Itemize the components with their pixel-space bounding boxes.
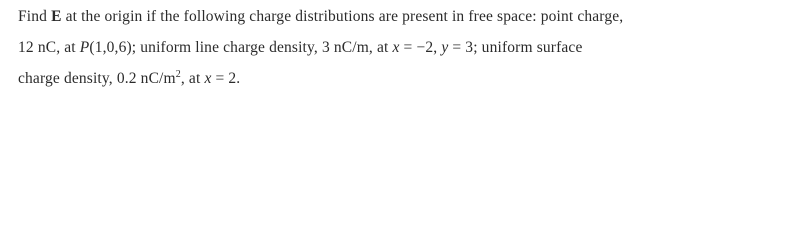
problem-line-2 (18, 34, 796, 65)
point-variable: P (79, 39, 90, 56)
y-variable: y (441, 39, 449, 56)
x-variable-2: x (204, 70, 212, 87)
problem-line-1 (18, 3, 796, 34)
x-variable: x (392, 39, 400, 56)
problem-statement (18, 3, 796, 96)
x-equation-2: = 2. (211, 70, 241, 87)
find-text: Find (18, 8, 52, 25)
field-symbol-e: E (51, 8, 62, 25)
point-coordinates: (1,0,6) (89, 39, 132, 56)
x-equation: = −2, (399, 39, 442, 56)
surface-at-text: , at (180, 70, 205, 87)
surface-charge-text: charge density, 0.2 nC/m (18, 70, 176, 87)
problem-line-3 (18, 65, 796, 96)
point-charge-text: 12 nC, at (18, 39, 80, 56)
problem-line-1-rest: at the origin if the following charge distributions are present in free space: point charge, (61, 8, 624, 25)
y-equation: = 3; uniform surface (448, 39, 583, 56)
line-charge-text: ; uniform line charge density, 3 nC/m, at (131, 39, 393, 56)
square-exponent: 2 (175, 69, 181, 80)
